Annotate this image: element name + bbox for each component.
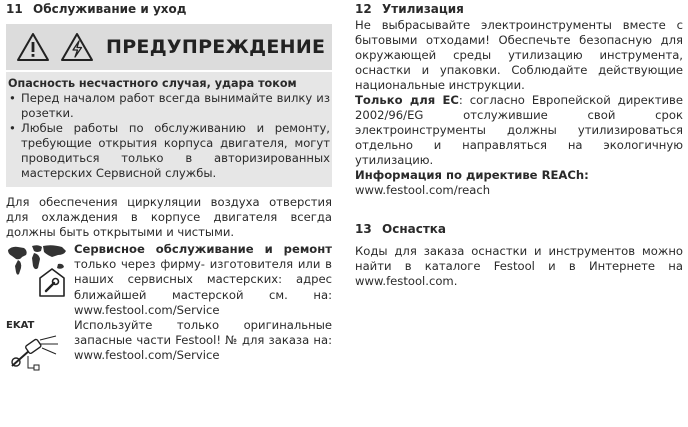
section-11-number: 11 [6, 2, 23, 16]
airflow-paragraph: Для обеспечения циркуляции воздуха отверстия для охлаждения в корпусе двигателя всегда должны быть открытыми и чистыми. [6, 195, 332, 239]
spare-parts-icon [6, 332, 66, 372]
disposal-paragraph: Не выбрасывайте электроинструменты вместе с бытовыми отходами! Обеспечьте безопасную для окружающей среды утилизацию инструмента, оснастки и упаковки. Соблюдайте действующие национальные инструкции. [355, 18, 683, 92]
warning-body [6, 72, 332, 187]
warning-subtitle: Опасность несчастного случая, удара током [8, 77, 297, 90]
section-13-heading [355, 222, 683, 236]
left-column [6, 0, 332, 376]
ekat-block [6, 318, 332, 376]
section-12-title: Утилизация [382, 2, 464, 16]
warning-title: ПРЕДУПРЕЖДЕНИЕ [106, 36, 326, 58]
ekat-text: Используйте только оригинальные запасные части Festool! № для заказа на: www.festool.com/Service [74, 318, 332, 363]
accessories-paragraph: Коды для заказа оснастки и инструментов можно найти в каталоге Festool и в Интернете на www.festool.com. [355, 244, 683, 288]
section-11-heading [6, 2, 332, 16]
section-12-number: 12 [355, 2, 372, 16]
warning-box [6, 24, 332, 187]
right-column [355, 0, 683, 289]
warning-bullet-list [8, 91, 330, 181]
service-description: только через фирму- изготовителя или в наших сервисных мастерских: адрес ближайшей мастерской см. на: www.festool.com/Service [74, 257, 332, 317]
service-icon-cell [6, 242, 74, 318]
section-13-number: 13 [355, 222, 372, 236]
section-13-title: Оснастка [382, 222, 447, 236]
warning-bullet: • Перед началом работ всегда вынимайте вилку из розетки. [8, 91, 330, 121]
service-block [6, 242, 332, 318]
reach-title: Информация по директиве REACh: [355, 168, 589, 182]
service-heading: Сервисное обслуживание и ремонт [74, 242, 332, 256]
eu-paragraph [355, 93, 683, 168]
section-11-title: Обслуживание и уход [33, 2, 187, 16]
warning-bullet: • Любые работы по обслуживанию и ремонту, требующие открытия корпуса двигателя, могут проводиться только в авторизированных мастерских Сервисной службы. [8, 121, 330, 181]
eu-text: : согласно Европейской директиве 2002/96/EG отслужившие свой срок электроинструменты должны утилизироваться отдельно и направляться на экологичную утилизацию. [355, 93, 683, 167]
warning-triangle-icon [16, 32, 50, 62]
ekat-label: EKAT [6, 320, 35, 332]
warning-banner [6, 24, 332, 72]
electric-shock-icon [60, 32, 94, 62]
eu-bold-label: Только для ЕС [355, 93, 459, 107]
section-12-heading [355, 2, 683, 16]
reach-url: www.festool.com/reach [355, 183, 491, 197]
world-map-service-icon [6, 242, 70, 298]
ekat-icon-cell [6, 318, 74, 376]
service-text [74, 242, 332, 318]
